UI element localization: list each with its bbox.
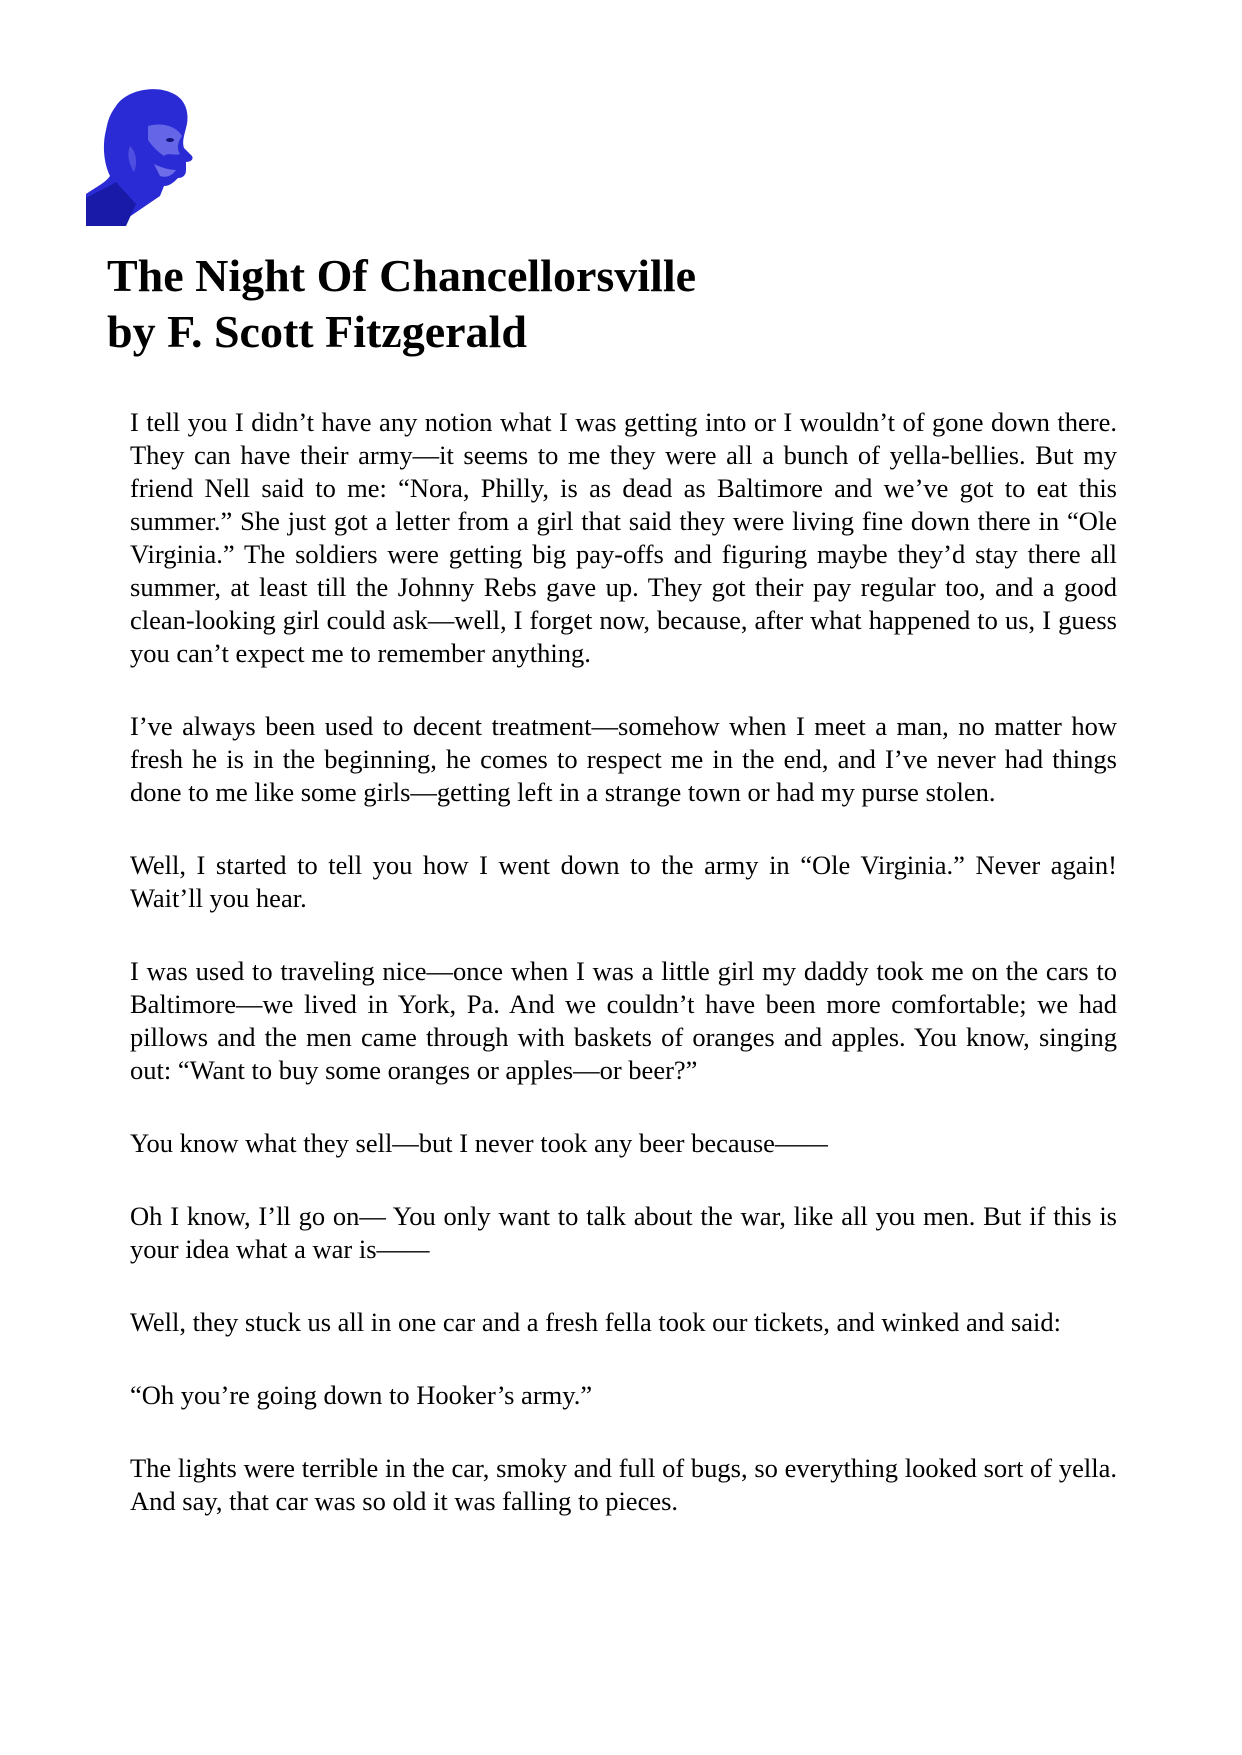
story-author: by F. Scott Fitzgerald xyxy=(107,306,527,357)
paragraph: The lights were terrible in the car, smoky and full of bugs, so everything looked sort of yella. And say, that car was so old it was falling to pieces. xyxy=(130,1453,1117,1516)
paragraph: You know what they sell—but I never took any beer because—— xyxy=(130,1128,828,1158)
story-body xyxy=(130,406,1117,1558)
paragraph: I’ve always been used to decent treatment—somehow when I meet a man, no matter how fresh he is in the beginning, he comes to respect me in the end, and I’ve never had things done to me like some girls—getting left in a strange town or had my purse stolen. xyxy=(130,711,1117,807)
paragraph: Well, I started to tell you how I went down to the army in “Ole Virginia.” Never again! Wait’ll you hear. xyxy=(130,850,1117,913)
paragraph: Well, they stuck us all in one car and a fresh fella took our tickets, and winked and said: xyxy=(130,1307,1061,1337)
document-title xyxy=(107,248,1107,360)
paragraph: “Oh you’re going down to Hooker’s army.” xyxy=(130,1380,593,1410)
author-portrait-icon xyxy=(86,86,204,226)
paragraph: I tell you I didn’t have any notion what I was getting into or I wouldn’t of gone down there. They can have their army—it seems to me they were all a bunch of yella-bellies. But my friend Nell said to me: “Nora, Philly, is as dead as Baltimore and we’ve got to eat this summer.” She just got a letter from a girl that said they were living fine down there in “Ole Virginia.” The soldiers were getting big pay-offs and figuring maybe they’d stay there all summer, at least till the Johnny Rebs gave up. They got their pay regular too, and a good clean-looking girl could ask—well, I forget now, because, after what happened to us, I guess you can’t expect me to remember anything. xyxy=(130,407,1117,668)
story-title: The Night Of Chancellorsville xyxy=(107,250,697,301)
paragraph: Oh I know, I’ll go on— You only want to talk about the war, like all you men. But if this is your idea what a war is—— xyxy=(130,1201,1117,1264)
paragraph: I was used to traveling nice—once when I was a little girl my daddy took me on the cars to Baltimore—we lived in York, Pa. And we couldn’t have been more comfortable; we had pillows and the men came through with baskets of oranges and apples. You know, singing out: “Want to buy some oranges or apples—or beer?” xyxy=(130,956,1117,1085)
